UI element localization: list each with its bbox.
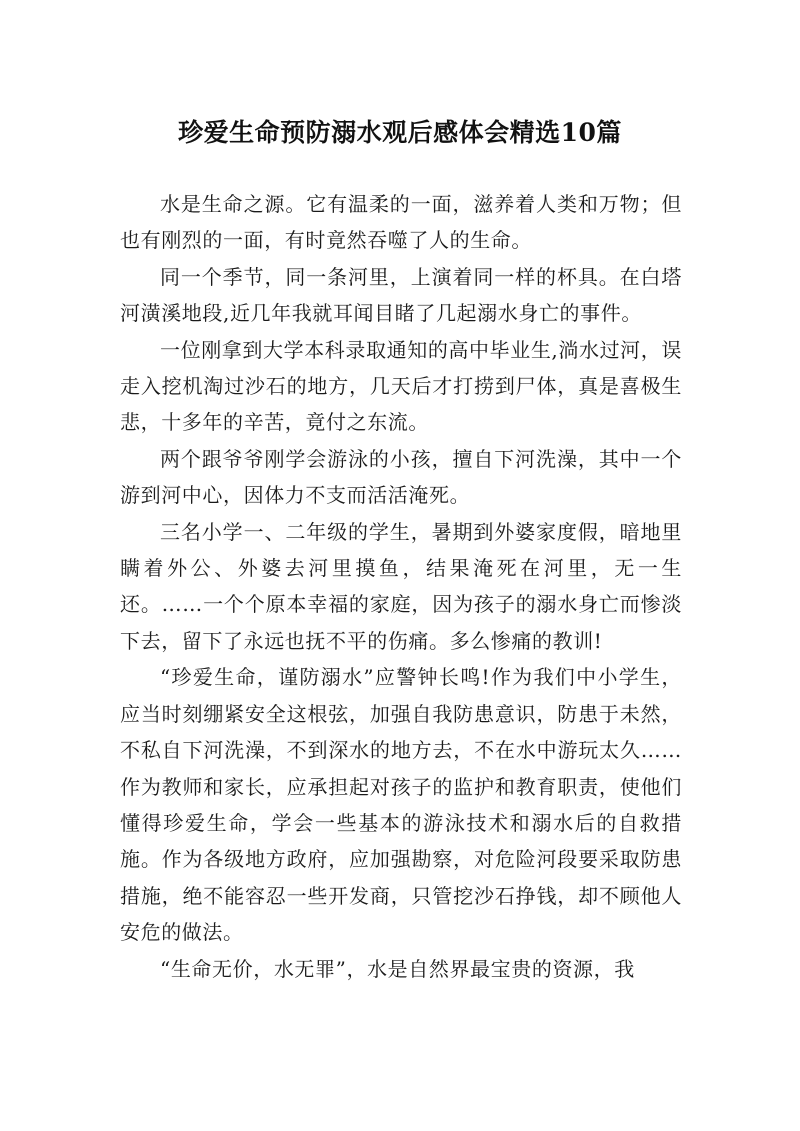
- paragraph: 两个跟爷爷刚学会游泳的小孩，擅自下河洗澡，其中一个游到河中心，因体力不支而活活淹死。: [120, 446, 682, 508]
- paragraph: 水是生命之源。它有温柔的一面，滋养着人类和万物；但也有刚烈的一面，有时竟然吞噬了人的生命。: [120, 192, 682, 253]
- paragraph: “珍爱生命，谨防溺水”应警钟长鸣!作为我们中小学生，应当时刻绷紧安全这根弦，加强自我防患意识，防患于未然，不私自下河洗澡，不到深水的地方去，不在水中游玩太久……作为教师和家长，应承担起对孩子的监护和教育职责，使他们懂得珍爱生命，学会一些基本的游泳技术和溺水后的自救措施。作为各级地方政府，应加强勘察，对危险河段要采取防患措施，绝不能容忍一些开发商，只管挖沙石挣钱，却不顾他人安危的做法。: [120, 665, 682, 945]
- document-title: 珍爱生命预防溺水观后感体会精选10篇: [178, 117, 622, 147]
- paragraph: 三名小学一、二年级的学生，暑期到外婆家度假，暗地里瞒着外公、外婆去河里摸鱼，结果淹死在河里，无一生还。……一个个原本幸福的家庭，因为孩子的溺水身亡而惨淡下去，留下了永远也抚不平的伤痛。多么惨痛的教训!: [120, 519, 682, 653]
- paragraph: 同一个季节，同一条河里，上演着同一样的杯具。在白塔河潢溪地段,近几年我就耳闻目睹了几起溺水身亡的事件。: [120, 264, 682, 326]
- document-body: [120, 186, 682, 987]
- paragraph: 一位刚拿到大学本科录取通知的高中毕业生,淌水过河，误走入挖机淘过沙石的地方，几天后才打捞到尸体，真是喜极生悲，十多年的辛苦，竟付之东流。: [120, 337, 682, 435]
- paragraph: “生命无价，水无罪”，水是自然界最宝贵的资源，我: [160, 956, 635, 981]
